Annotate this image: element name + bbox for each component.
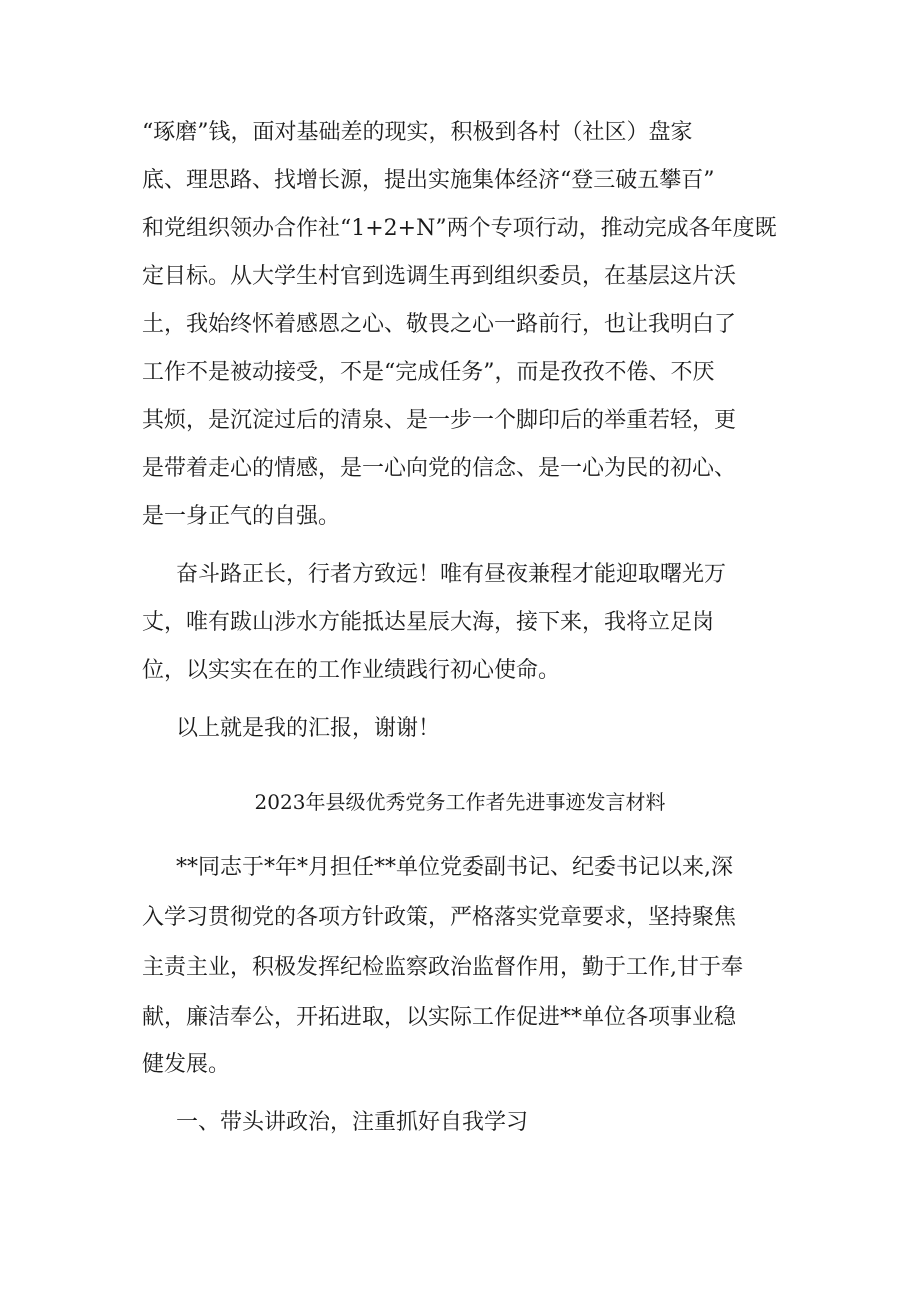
paragraph-line: 位，以实实在在的工作业绩践行初心使命。 (142, 658, 561, 683)
paragraph-line: 工作不是被动接受，不是“完成任务”，而是孜孜不倦、不厌 (142, 360, 715, 385)
paragraph-line: “琢磨”钱，面对基础差的现实，积极到各村（社区）盘家 (142, 120, 693, 145)
paragraph-line: 丈，唯有跋山涉水方能抵达星辰大海，接下来，我将立足岗 (142, 610, 715, 635)
paragraph-line: 入学习贯彻党的各项方针政策，严格落实党章要求，坚持聚焦 (142, 905, 737, 930)
paragraph-line: 健发展。 (142, 1052, 231, 1077)
paragraph-line: **同志于*年*月担任**单位党委副书记、纪委书记以来,深 (176, 855, 733, 880)
paragraph-line: 献，廉洁奉公，开拓进取，以实际工作促进**单位各项事业稳 (142, 1005, 737, 1030)
paragraph-line: 以上就是我的汇报，谢谢！ (176, 716, 441, 741)
paragraph-line: 奋斗路正长，行者方致远！唯有昼夜兼程才能迎取曙光万 (176, 562, 727, 587)
paragraph-line: 主责主业，积极发挥纪检监察政治监督作用，勤于工作,甘于奉 (142, 955, 743, 980)
paragraph-line: 底、理思路、找增长源，提出实施集体经济“登三破五攀百” (142, 168, 715, 193)
section-heading: 一、带头讲政治，注重抓好自我学习 (176, 1110, 529, 1135)
document-title: 2023年县级优秀党务工作者先进事迹发言材料 (254, 790, 666, 814)
paragraph-line: 和党组织领办合作社“1+2+N”两个专项行动，推动完成各年度既 (142, 216, 777, 241)
paragraph-line: 是一身正气的自强。 (142, 504, 341, 529)
paragraph-line: 定目标。从大学生村官到选调生再到组织委员，在基层这片沃 (142, 264, 737, 289)
paragraph-line: 是带着走心的情感，是一心向党的信念、是一心为民的初心、 (142, 456, 737, 481)
paragraph-line: 土，我始终怀着感恩之心、敬畏之心一路前行，也让我明白了 (142, 312, 737, 337)
paragraph-line: 其烦，是沉淀过后的清泉、是一步一个脚印后的举重若轻，更 (142, 408, 737, 433)
